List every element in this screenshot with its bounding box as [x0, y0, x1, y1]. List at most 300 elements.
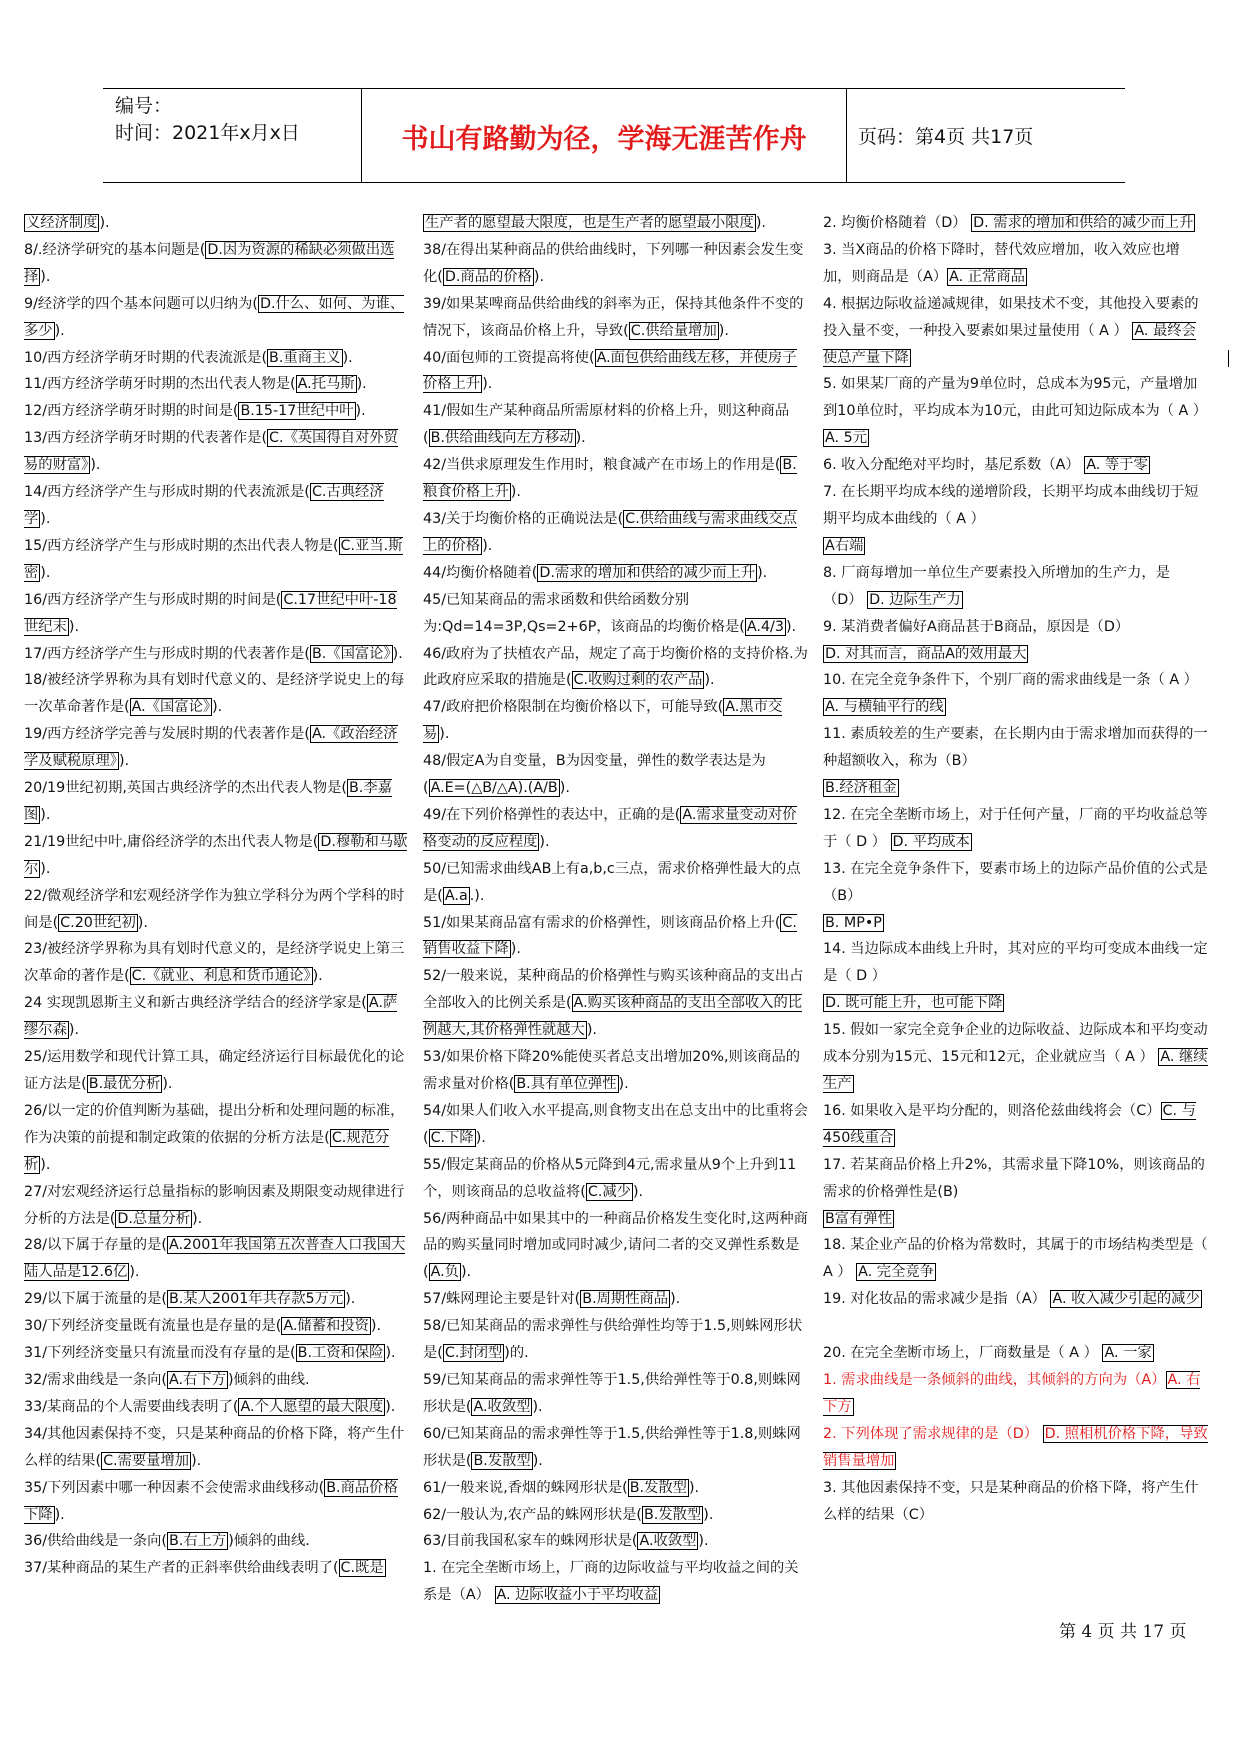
- question-tail: ).: [439, 726, 450, 743]
- question-tail: ).: [688, 1479, 700, 1496]
- question-tail: ).: [559, 780, 570, 797]
- question-tail: ).: [586, 1022, 597, 1039]
- answer-box: D.什么、如何、为谁、多少: [24, 295, 405, 339]
- question-item: [423, 1313, 808, 1367]
- question-item: [423, 398, 808, 452]
- question-text: 37/某种商品的某生产者的正斜率供给曲线表明了(: [24, 1560, 339, 1577]
- answer-box: C.20世纪初: [60, 914, 136, 931]
- question-text: 31/下列经济变量只有流量而没有存量的是(: [24, 1345, 296, 1362]
- question-text: 60/已知某商品的需求弹性等于1.5,供给弹性等于1.8,则蛛网形状是(: [423, 1425, 801, 1469]
- question-text: 45/已知某商品的需求函数和供给函数分别为:Qd=14=3P,Qs=2+6P，该商品的均衡价格是(: [423, 591, 745, 635]
- question-tail: ).: [532, 1452, 543, 1469]
- question-item: [823, 371, 1208, 452]
- answer-box: C.供给曲线与需求曲线交点上的价格: [423, 510, 797, 554]
- question-text: 10/西方经济学萌牙时期的代表流派是(: [24, 349, 268, 366]
- question-tail: ).: [54, 1506, 65, 1523]
- answer-box: A右端: [825, 537, 864, 554]
- question-text: 6. 收入分配绝对平均时，基尼系数（A）: [823, 457, 1085, 474]
- answer-box: B.经济租金: [825, 780, 897, 797]
- header-page-info: 页码：第4页 共17页: [858, 126, 1034, 148]
- question-text: 17. 若某商品价格上升2%，其需求量下降10%，则该商品的需求的价格弹性是(B): [823, 1156, 1205, 1200]
- answer-box: C.收购过剩的农产品: [573, 672, 703, 689]
- question-tail: ).: [162, 1076, 173, 1092]
- question-item: [24, 721, 408, 775]
- question-text: 22/微观经济学和宏观经济学作为独立学科分为两个学科的时间是(: [24, 887, 405, 931]
- question-item: [423, 1528, 808, 1555]
- answer-box: D. 需求的增加和供给的减少而上升: [973, 215, 1194, 231]
- question-item: [423, 291, 808, 345]
- question-text: 3. 当X商品的价格下降时，替代效应增加，收入效应也增加，则商品是（A）: [823, 241, 1180, 285]
- question-item: [823, 667, 1208, 721]
- question-tail: ).: [632, 1183, 644, 1200]
- answer-box: B.发散型: [629, 1479, 687, 1496]
- question-item: [24, 345, 408, 372]
- question-tail: ).: [575, 430, 586, 447]
- question-item: [423, 641, 808, 695]
- question-item: [24, 371, 408, 398]
- answer-box: A. 与横轴平行的线: [825, 699, 944, 716]
- question-tail: ).: [192, 1210, 203, 1227]
- question-item: [24, 667, 408, 721]
- question-tail: ).: [312, 968, 323, 985]
- question-tail: ).: [40, 860, 51, 877]
- question-item: [24, 291, 408, 345]
- page-header: [103, 88, 1125, 183]
- answer-box: B.某人2001年共存款5万元: [168, 1291, 344, 1308]
- question-text: 10. 在完全竞争条件下，个别厂商的需求曲线是一条（ A ）: [823, 672, 1198, 689]
- question-tail: ).: [345, 1291, 356, 1308]
- question-text: 52/一般来说，某种商品的价格弹性与购买该种商品的支出占全部收入的比例关系是(: [423, 968, 804, 1012]
- answer-box: C.古典经济学: [24, 484, 384, 527]
- question-item: [823, 936, 1208, 990]
- question-text: 9. 某消费者偏好A商品甚于B商品，原因是（D）: [823, 618, 1130, 635]
- question-tail: ).: [670, 1291, 681, 1308]
- question-tail: ).: [68, 1022, 80, 1039]
- answer-box: C.亚当.斯密: [24, 537, 403, 581]
- question-item: [24, 533, 408, 587]
- question-item: [823, 1286, 1208, 1313]
- question-item: [823, 1313, 1208, 1340]
- answer-box: A.右下方: [168, 1371, 226, 1388]
- question-text: 2. 均衡价格随着（D）: [823, 215, 972, 231]
- question-item: [823, 533, 1208, 560]
- answer-box: B.发散型: [644, 1506, 702, 1523]
- question-tail: ).: [40, 1156, 51, 1173]
- question-text: 50/已知需求曲线AB上有a,b,c三点，需求价格弹性最大的点是(: [423, 860, 801, 904]
- answer-box: A. 边际收益小于平均收益: [496, 1587, 659, 1604]
- answer-box: B.具有单位弹性: [516, 1076, 617, 1092]
- question-tail: ).: [392, 645, 403, 662]
- question-item: [423, 910, 808, 964]
- question-item: [823, 856, 1208, 910]
- question-item: [423, 694, 808, 748]
- question-item: [24, 775, 408, 829]
- answer-box: 生产者的愿望最大限度，也是生产者的愿望最小限度: [425, 215, 754, 231]
- answer-box: C. 与450线重合: [823, 1102, 1196, 1146]
- question-text: 61/一般来说,香烟的蛛网形状是(: [423, 1479, 628, 1496]
- question-item: [423, 1044, 808, 1098]
- answer-box: A. 完全竞争: [858, 1264, 934, 1281]
- question-text: 58/已知某商品的需求弹性与供给弹性均等于1.5,则蛛网形状是(: [423, 1318, 803, 1362]
- question-tail: ).: [137, 914, 148, 931]
- question-tail: ).: [482, 376, 493, 393]
- question-item: [24, 641, 408, 668]
- question-item: [24, 1475, 408, 1529]
- question-text: 4. 根据边际收益递减规律，如果技术不变，其他投入要素的投入量不变，一种投入要素如果过量使用（ A ）: [823, 295, 1199, 339]
- question-text: 7. 在长期平均成本线的递增阶段，长期平均成本曲线切于短期平均成本曲线的（ A ）: [823, 484, 1199, 527]
- question-item: [823, 641, 1208, 668]
- question-item: [823, 1206, 1208, 1233]
- question-text: 36/供给曲线是一条向(: [24, 1533, 167, 1550]
- question-text: 16. 如果收入是平均分配的，则洛伦兹曲线将会（C）: [823, 1102, 1161, 1119]
- answer-box: C.供给量增加: [630, 322, 717, 339]
- answer-box: A. 继续生产: [823, 1049, 1208, 1092]
- question-item: [24, 479, 408, 533]
- question-text: 18/被经济学界称为具有划时代意义的、是经济学说史上的每一次革命著作是(: [24, 672, 405, 716]
- question-item: [24, 1340, 408, 1367]
- question-item: [24, 1313, 408, 1340]
- answer-box: A.收敛型: [473, 1398, 531, 1415]
- question-item: [423, 452, 808, 506]
- question-tail: )倾斜的曲线.: [228, 1533, 310, 1550]
- question-item: [823, 1152, 1208, 1206]
- question-text: 19. 对化妆品的需求减少是指（A）: [823, 1291, 1051, 1308]
- answer-box: B.15-17世纪中叶: [240, 403, 354, 420]
- answer-box: A. 一家: [1104, 1345, 1152, 1362]
- answer-box: A.负: [430, 1264, 459, 1281]
- question-tail: ).: [539, 833, 550, 850]
- question-text: 29/以下属于流量的是(: [24, 1291, 167, 1308]
- answer-box: A.E=(△B/△A).(A/B: [430, 780, 558, 797]
- question-item: [823, 1367, 1208, 1421]
- question-tail: ).: [68, 618, 80, 635]
- question-item: [823, 1421, 1208, 1475]
- question-item: [423, 345, 808, 399]
- question-text: 3. 其他因素保持不变，只是某种商品的价格下降，将产生什么样的结果（C）: [823, 1479, 1199, 1523]
- question-item: [24, 1098, 408, 1179]
- question-item: [423, 1555, 808, 1609]
- answer-box: A. 正常商品: [949, 268, 1025, 285]
- question-text: 34/其他因素保持不变，只是某种商品的价格下降，将产生什么样的结果(: [24, 1425, 405, 1469]
- question-tail: ).: [385, 1398, 396, 1415]
- question-text: 8/.经济学研究的基本问题是(: [24, 241, 206, 258]
- question-text: 13/西方经济学萌牙时期的代表著作是(: [24, 430, 268, 447]
- page-footer: 第 4 页 共 17 页: [1059, 1622, 1187, 1642]
- answer-box: C.销售收益下降: [423, 914, 797, 958]
- question-tail: ).: [618, 1076, 629, 1092]
- question-item: [423, 856, 808, 910]
- question-tail: ).: [755, 215, 766, 231]
- question-item: [823, 721, 1208, 775]
- answer-box: A.黑市交易: [423, 699, 783, 743]
- question-tail: ).: [482, 537, 493, 554]
- question-text: 12/西方经济学萌牙时期的时间是(: [24, 403, 239, 420]
- question-text: 55/假定某商品的价格从5元降到4元,需求量从9个上升到11个，则该商品的总收益将(: [423, 1156, 797, 1200]
- question-text: 20/19世纪初期,英国古典经济学的杰出代表人物是(: [24, 780, 347, 797]
- question-tail: ).: [118, 753, 130, 770]
- question-tail: ).: [40, 806, 51, 823]
- answer-box: C.下降: [430, 1129, 474, 1146]
- answer-box: C.既是: [340, 1560, 384, 1577]
- question-text: 48/假定A为自变量，B为因变量，弹性的数学表达是为(: [423, 753, 766, 797]
- answer-box: 义经济制度: [26, 215, 98, 231]
- answer-box: B.发散型: [473, 1452, 531, 1469]
- answer-box: A.《国富论》: [131, 699, 211, 716]
- question-text: 11. 素质较差的生产要素，在长期内由于需求增加而获得的一种超额收入，称为（B）: [823, 726, 1208, 770]
- answer-box: B.供给曲线向左方移动: [430, 430, 574, 447]
- answer-box: B. MP•P: [825, 914, 882, 931]
- answer-box: A.4/3: [746, 618, 784, 635]
- text-column-2: [423, 210, 808, 1609]
- question-item: [423, 587, 808, 641]
- question-item: [823, 210, 1208, 237]
- answer-box: A.购买该种商品的支出全部收入的比例越大,其价格弹性就越大: [423, 995, 803, 1039]
- question-tail: ).: [40, 268, 51, 285]
- question-item: [423, 1502, 808, 1529]
- question-text: 14/西方经济学产生与形成时期的代表流派是(: [24, 484, 310, 501]
- question-text: 24 实现凯恩斯主义和新古典经济学结合的经济学家是(: [24, 995, 367, 1012]
- question-text: 19/西方经济学完善与发展时期的代表著作是(: [24, 726, 310, 743]
- question-text: 51/如果某商品富有需求的价格弹性，则该商品价格上升(: [423, 914, 781, 931]
- answer-box: B.周期性商品: [582, 1291, 669, 1308]
- question-text: 15. 假如一家完全竞争企业的边际收益、边际成本和平均变动成本分别为15元、15元和12元，企业就应当（ A ）: [823, 1022, 1208, 1066]
- header-divider: [846, 89, 847, 182]
- answer-box: A. 等于零: [1086, 457, 1148, 474]
- question-tail: ).: [385, 1345, 396, 1362]
- question-item: [24, 1555, 408, 1582]
- question-text: 14. 当边际成本曲线上升时，其对应的平均可变成本曲线一定是（ D ）: [823, 941, 1208, 985]
- question-text: 13. 在完全竞争条件下，要素市场上的边际产品价值的公式是（B）: [823, 860, 1208, 904]
- question-text: 47/政府把价格限制在均衡价格以下，可能导致(: [423, 699, 724, 716]
- question-item: [823, 1098, 1208, 1152]
- question-text: 17/西方经济学产生与形成时期的代表著作是(: [24, 645, 310, 662]
- question-tail: ).: [510, 941, 521, 958]
- question-text: 8. 厂商每增加一单位生产要素投入所增加的生产力，是（D）: [823, 564, 1171, 608]
- answer-box: D. 边际生产力: [869, 591, 961, 608]
- question-item: [423, 1367, 808, 1421]
- text-column-1: [24, 210, 408, 1582]
- question-item: [423, 560, 808, 587]
- question-tail: )倾斜的曲线.: [227, 1371, 310, 1388]
- question-tail: ).: [99, 215, 110, 231]
- answer-box: D.因为资源的稀缺必须做出选择: [24, 241, 395, 285]
- question-text: 32/需求曲线是一条向(: [24, 1371, 167, 1388]
- question-tail: )的.: [504, 1345, 529, 1362]
- question-item: [423, 1098, 808, 1152]
- question-item: [823, 775, 1208, 802]
- question-item: [24, 829, 408, 883]
- answer-box: C.17世纪中叶-18世纪末: [24, 591, 397, 635]
- answer-box: B.重商主义: [269, 349, 341, 366]
- question-tail: ).: [757, 564, 768, 581]
- question-item: [24, 990, 408, 1044]
- question-tail: ).: [460, 1264, 472, 1281]
- question-tail: ).: [355, 403, 366, 420]
- question-item: [24, 883, 408, 937]
- question-item: [24, 425, 408, 479]
- question-item: [823, 291, 1208, 372]
- answer-box: A.2001年我国第五次普查人口我国大陆人品是12.6亿: [24, 1237, 406, 1281]
- answer-box: D.需求的增加和供给的减少而上升: [539, 564, 756, 581]
- question-item: [423, 237, 808, 291]
- question-item: [24, 1394, 408, 1421]
- answer-box: A.需求量变动对价格变动的反应程度: [423, 806, 797, 850]
- question-item: [423, 210, 808, 237]
- question-item: [823, 910, 1208, 937]
- question-text: 56/两种商品中如果其中的一种商品价格发生变化时,这两种商品的购买量同时增加或同时减少,请问二者的交叉弹性系数是(: [423, 1210, 808, 1281]
- answer-box: C.减少: [587, 1183, 631, 1200]
- question-text: 1. 在完全垄断市场上，厂商的边际收益与平均收益之间的关系是（A）: [423, 1560, 799, 1604]
- header-divider: [361, 89, 362, 182]
- question-text: 53/如果价格下降20%能使买者总支出增加20%,则该商品的需求量对价格(: [423, 1049, 801, 1092]
- answer-box: D. 平均成本: [892, 833, 970, 850]
- question-item: [823, 614, 1208, 641]
- answer-box: B.右上方: [168, 1533, 227, 1550]
- question-text: 49/在下列价格弹性的表达中，正确的是(: [423, 806, 681, 823]
- question-text: 1. 需求曲线是一条倾斜的曲线，其倾斜的方向为（A）: [823, 1371, 1166, 1388]
- question-text: 43/关于均衡价格的正确说法是(: [423, 510, 624, 527]
- question-item: [24, 210, 408, 237]
- question-item: [423, 802, 808, 856]
- question-tail: ).: [40, 510, 51, 527]
- question-tail: ).: [370, 1318, 382, 1335]
- question-tail: ).: [40, 564, 51, 581]
- header-motto: 书山有路勤为径，学海无涯苦作舟: [401, 124, 807, 155]
- answer-box: C.需要量增加: [103, 1452, 190, 1469]
- answer-box: A.面包供给曲线左移，并使房子价格上升: [423, 349, 797, 393]
- question-item: [423, 748, 808, 802]
- answer-box: A.收敛型: [639, 1533, 697, 1550]
- question-tail: ).: [704, 672, 715, 689]
- question-item: [24, 1421, 408, 1475]
- question-text: 59/已知某商品的需求弹性等于1.5,供给弹性等于0.8,则蛛网形状是(: [423, 1371, 801, 1415]
- question-item: [823, 990, 1208, 1017]
- question-text: 42/当供求原理发生作用时，粮食减产在市场上的作用是(: [423, 457, 781, 474]
- answer-box: C.《英国得自对外贸易的财富》: [24, 430, 398, 474]
- question-tail: ).: [785, 618, 797, 635]
- answer-box: B富有弹性: [825, 1210, 892, 1227]
- question-text: 62/一般认为,农产品的蛛网形状是(: [423, 1506, 642, 1523]
- question-item: [24, 1044, 408, 1098]
- question-text: 25/运用数学和现代计算工具，确定经济运行目标最优化的论证方法是(: [24, 1049, 405, 1092]
- question-text: 9/经济学的四个基本问题可以归纳为(: [24, 295, 258, 312]
- question-tail: ).: [191, 1452, 202, 1469]
- question-item: [823, 1475, 1208, 1529]
- question-text: 26/以一定的价值判断为基础，提出分析和处理问题的标准，作为决策的前提和制定政策的依据的分析方法是(: [24, 1102, 405, 1146]
- question-text: 39/如果某啤商品供给曲线的斜率为正，保持其他条件不变的情况下，该商品价格上升，导致(: [423, 295, 804, 339]
- question-item: [24, 936, 408, 990]
- question-text: 18. 某企业产品的价格为常数时，其属于的市场结构类型是（ A ）: [823, 1237, 1208, 1281]
- question-tail: ).: [54, 322, 65, 339]
- answer-box: B.商品价格下降: [24, 1479, 398, 1523]
- answer-box: A.a: [444, 887, 468, 904]
- doc-number-label: 编号：: [115, 95, 173, 117]
- question-item: [423, 1421, 808, 1475]
- question-text: 15/西方经济学产生与形成时期的杰出代表人物是(: [24, 537, 339, 554]
- question-text: 54/如果人们收入水平提高,则食物支出在总支出中的比重将会(: [423, 1102, 808, 1146]
- question-text: 5. 如果某厂商的产量为9单位时，总成本为95元，产量增加到10单位时，平均成本为10元，由此可知边际成本为（ A ）: [823, 376, 1208, 420]
- question-tail: ).: [718, 322, 729, 339]
- question-item: [24, 1232, 408, 1286]
- question-item: [24, 1367, 408, 1394]
- answer-box: A. 收入减少引起的减少: [1052, 1291, 1200, 1308]
- question-item: [823, 479, 1208, 533]
- answer-box: D. 既可能上升，也可能下降: [825, 995, 1003, 1012]
- question-item: [423, 506, 808, 560]
- answer-box: A.萨缪尔森: [24, 995, 398, 1039]
- question-tail: ).: [532, 1398, 543, 1415]
- question-item: [823, 452, 1208, 479]
- question-item: [423, 963, 808, 1044]
- question-text: 11/西方经济学萌牙时期的杰出代表人物是(: [24, 376, 296, 393]
- question-text: 44/均衡价格随着(: [423, 564, 538, 581]
- question-item: [423, 1475, 808, 1502]
- question-text: 28/以下属于存量的是(: [24, 1237, 167, 1254]
- answer-box: C.规范分析: [24, 1129, 390, 1173]
- answer-box: A. 最终会使总产量下降: [823, 322, 1196, 366]
- question-item: [423, 1206, 808, 1287]
- question-item: [823, 237, 1208, 291]
- question-text: 23/被经济学界称为具有划时代意义的，是经济学说史上第三次革命的著作是(: [24, 941, 405, 985]
- question-item: [24, 1286, 408, 1313]
- answer-box: A.个人愿望的最大限度: [240, 1398, 384, 1415]
- answer-box: C.《就业、利息和货币通论》: [131, 968, 311, 985]
- question-text: 57/蛛网理论主要是针对(: [423, 1291, 581, 1308]
- question-item: [24, 398, 408, 425]
- answer-box: A. 右下方: [823, 1371, 1201, 1415]
- answer-box: D.商品的价格: [444, 268, 532, 285]
- question-tail: ).: [698, 1533, 709, 1550]
- answer-box: D. 对其而言，商品A的效用最大: [825, 645, 1027, 662]
- question-text: 2. 下列体现了需求规律的是（D）: [823, 1425, 1043, 1442]
- question-item: [24, 1528, 408, 1555]
- question-tail: ).: [212, 699, 223, 716]
- question-tail: ).: [703, 1506, 714, 1523]
- question-item: [823, 560, 1208, 614]
- question-item: [24, 237, 408, 291]
- question-item: [823, 1232, 1208, 1286]
- answer-box: A.托马斯: [297, 376, 355, 393]
- answer-box: D.穆勒和马歇尔: [24, 833, 408, 877]
- question-tail: ).: [533, 268, 545, 285]
- question-text: 33/某商品的个人需要曲线表明了(: [24, 1398, 239, 1415]
- question-tail: ).: [356, 376, 367, 393]
- question-item: [24, 1179, 408, 1233]
- margin-mark: [1228, 350, 1229, 367]
- question-text: 12. 在完全垄断市场上，对于任何产量，厂商的平均收益总等于（ D ）: [823, 806, 1208, 850]
- question-text: 30/下列经济变量既有流量也是存量的是(: [24, 1318, 282, 1335]
- question-text: 38/在得出某种商品的供给曲线时，下列哪一种因素会发生变化(: [423, 241, 804, 285]
- question-item: [823, 1340, 1208, 1367]
- question-item: [423, 1152, 808, 1206]
- answer-box: B.《国富论》: [311, 645, 391, 662]
- question-text: 40/面包师的工资提高将使(: [423, 349, 595, 366]
- answer-box: C.封闭型: [444, 1345, 503, 1362]
- question-tail: ).: [129, 1264, 140, 1281]
- question-tail: ).: [475, 1129, 486, 1146]
- question-tail: ).: [90, 457, 101, 474]
- header-meta: [115, 93, 365, 147]
- question-text: 46/政府为了扶植农产品，规定了高于均衡价格的支持价格.为此政府应采取的措施是(: [423, 645, 808, 689]
- answer-box: A.储蓄和投资: [283, 1318, 369, 1335]
- question-item: [24, 587, 408, 641]
- question-item: [423, 1286, 808, 1313]
- answer-box: B.工资和保险: [297, 1345, 384, 1362]
- answer-box: A. 5元: [825, 430, 868, 447]
- question-item: [823, 802, 1208, 856]
- question-tail: ).: [342, 349, 353, 366]
- question-text: 20. 在完全垄断市场上，厂商数量是（ A ）: [823, 1345, 1103, 1362]
